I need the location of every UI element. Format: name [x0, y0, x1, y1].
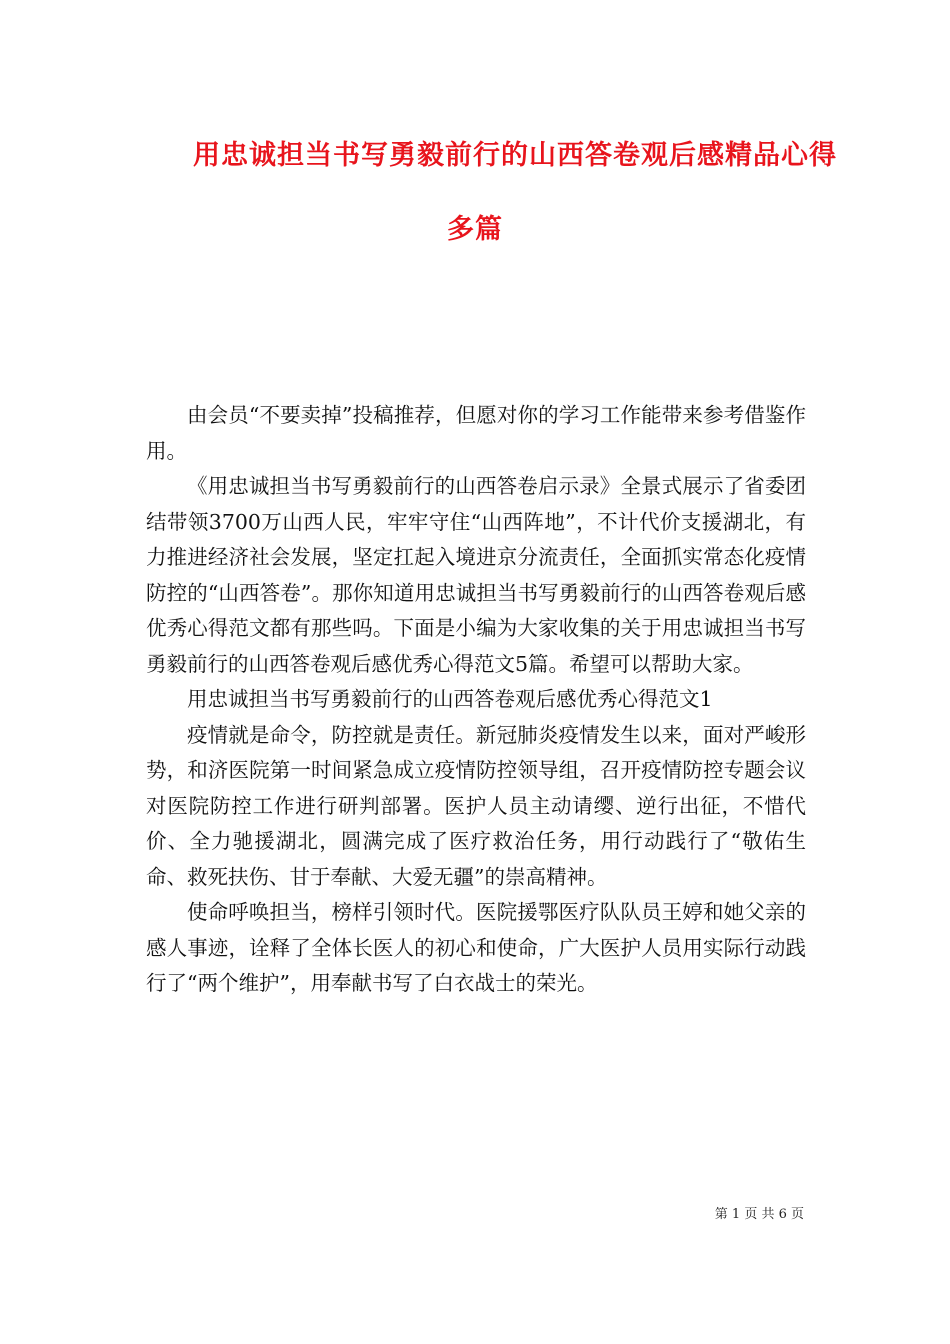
body-paragraph: 疫情就是命令，防控就是责任。新冠肺炎疫情发生以来，面对严峻形势，和济医院第一时间紧急成立疫情防控领导组，召开疫情防控专题会议对医院防控工作进行研判部署。医护人员主动请缨、逆行出征，不惜代价、全力驰援湖北，圆满完成了医疗救治任务，用行动践行了“敬佑生命、救死扶伤、甘于奉献、大爱无疆”的崇高精神。	[146, 722, 806, 889]
document-body	[146, 398, 806, 1002]
body-paragraph: 使命呼唤担当，榜样引领时代。医院援鄂医疗队队员王婷和她父亲的感人事迹，诠释了全体长医人的初心和使命，广大医护人员用实际行动践行了“两个维护”，用奉献书写了白衣战士的荣光。	[146, 900, 806, 995]
document-title-line-2: 多篇	[447, 214, 503, 245]
page-number-footer: 第 1 页 共 6 页	[714, 1207, 804, 1222]
intro-paragraph: 由会员“不要卖掉”投稿推荐，但愿对你的学习工作能带来参考借鉴作用。	[146, 403, 806, 463]
essay-heading: 用忠诚担当书写勇毅前行的山西答卷观后感优秀心得范文1	[187, 687, 713, 711]
document-title-line-1: 用忠诚担当书写勇毅前行的山西答卷观后感精品心得	[193, 140, 837, 171]
summary-paragraph: 《用忠诚担当书写勇毅前行的山西答卷启示录》全景式展示了省委团结带领3700万山西人民，牢牢守住“山西阵地”，不计代价支援湖北，有力推进经济社会发展，坚定扛起入境进京分流责任，全面抓实常态化疫情防控的“山西答卷”。那你知道用忠诚担当书写勇毅前行的山西答卷观后感优秀心得范文都有那些吗。下面是小编为大家收集的关于用忠诚担当书写勇毅前行的山西答卷观后感优秀心得范文5篇。希望可以帮助大家。	[146, 474, 806, 676]
